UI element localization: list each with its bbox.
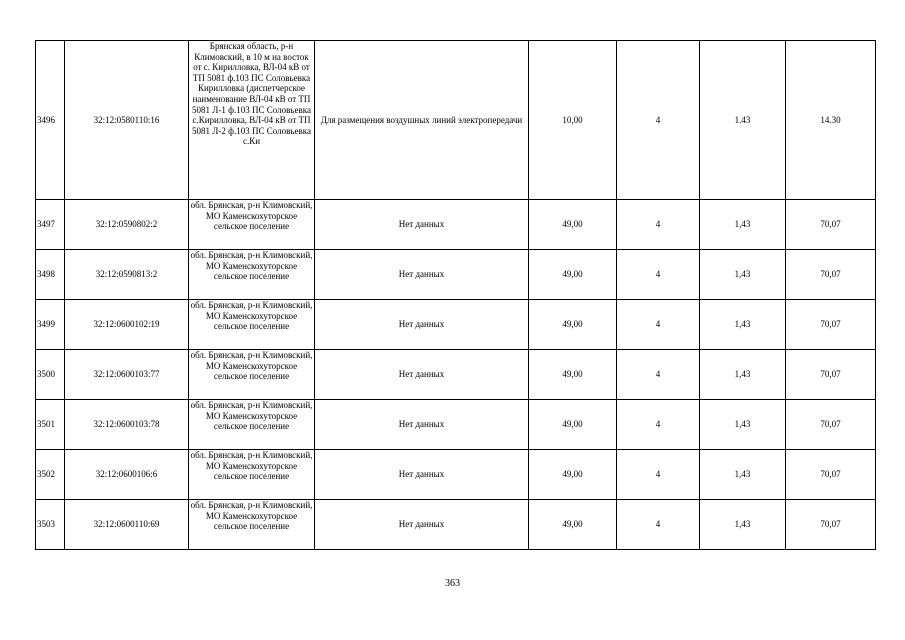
coefficient-cell: 1,43: [700, 300, 786, 350]
purpose-cell: Для размещения воздушных линий электропередачи: [315, 41, 529, 200]
table-row: [36, 400, 876, 450]
category-cell: 4: [617, 350, 700, 400]
amount-cell: 70,07: [786, 450, 876, 500]
cadastral-number-cell: 32:12:0600103:78: [65, 400, 189, 450]
address-cell: обл. Брянская, р-н Климовский, МО Каменскохуторское сельское поселение: [189, 200, 315, 250]
area-cell: 49,00: [529, 350, 617, 400]
row-number-cell: 3500: [36, 350, 65, 400]
table-row: [36, 350, 876, 400]
address-cell: Брянская область, р-н Климовский, в 10 м на восток от с. Кирилловка, ВЛ-04 кВ от ТП 5081 ф.103 ПС Соловьевка Кирилловка (диспетчерское наименование ВЛ-04 кВ от ТП 5081 Л-1 ф.103 ПС Соловьевка с.Кирилловка, ВЛ-04 кВ от ТП 5081 Л-2 ф.103 ПС Соловьевка с.Ки: [189, 41, 315, 200]
purpose-cell: Нет данных: [315, 200, 529, 250]
coefficient-cell: 1,43: [700, 400, 786, 450]
table-row: [36, 450, 876, 500]
table-row: [36, 200, 876, 250]
cadastral-number-cell: 32:12:0590813:2: [65, 250, 189, 300]
category-cell: 4: [617, 250, 700, 300]
coefficient-cell: 1,43: [700, 500, 786, 550]
row-number-cell: 3503: [36, 500, 65, 550]
page-number: 363: [445, 578, 460, 589]
purpose-cell: Нет данных: [315, 300, 529, 350]
coefficient-cell: 1,43: [700, 200, 786, 250]
coefficient-cell: 1,43: [700, 250, 786, 300]
category-cell: 4: [617, 400, 700, 450]
amount-cell: 70,07: [786, 500, 876, 550]
row-number-cell: 3501: [36, 400, 65, 450]
row-number-cell: 3499: [36, 300, 65, 350]
area-cell: 49,00: [529, 500, 617, 550]
coefficient-cell: 1,43: [700, 350, 786, 400]
row-number-cell: 3497: [36, 200, 65, 250]
table-row: [36, 250, 876, 300]
area-cell: 49,00: [529, 400, 617, 450]
address-cell: обл. Брянская, р-н Климовский, МО Каменскохуторское сельское поселение: [189, 250, 315, 300]
cadastral-number-cell: 32:12:0600110:69: [65, 500, 189, 550]
land-plots-table: [35, 40, 876, 550]
amount-cell: 70,07: [786, 250, 876, 300]
address-cell: обл. Брянская, р-н Климовский, МО Каменскохуторское сельское поселение: [189, 450, 315, 500]
category-cell: 4: [617, 200, 700, 250]
amount-cell: 70,07: [786, 400, 876, 450]
cadastral-number-cell: 32:12:0590802:2: [65, 200, 189, 250]
category-cell: 4: [617, 41, 700, 200]
category-cell: 4: [617, 500, 700, 550]
coefficient-cell: 1.43: [700, 41, 786, 200]
purpose-cell: Нет данных: [315, 350, 529, 400]
table-body: [36, 41, 876, 550]
amount-cell: 70,07: [786, 300, 876, 350]
area-cell: 49,00: [529, 300, 617, 350]
row-number-cell: 3502: [36, 450, 65, 500]
row-number-cell: 3498: [36, 250, 65, 300]
table-row: [36, 41, 876, 200]
cadastral-number-cell: 32:12:0600106:6: [65, 450, 189, 500]
area-cell: 10,00: [529, 41, 617, 200]
table-row: [36, 500, 876, 550]
address-cell: обл. Брянская, р-н Климовский, МО Каменскохуторское сельское поселение: [189, 400, 315, 450]
area-cell: 49,00: [529, 450, 617, 500]
row-number-cell: 3496: [36, 41, 65, 200]
address-cell: обл. Брянская, р-н Климовский, МО Каменскохуторское сельское поселение: [189, 500, 315, 550]
cadastral-number-cell: 32:12:0600102:19: [65, 300, 189, 350]
area-cell: 49,00: [529, 250, 617, 300]
area-cell: 49,00: [529, 200, 617, 250]
amount-cell: 14.30: [786, 41, 876, 200]
amount-cell: 70,07: [786, 350, 876, 400]
purpose-cell: Нет данных: [315, 400, 529, 450]
cadastral-number-cell: 32:12:0600103:77: [65, 350, 189, 400]
amount-cell: 70,07: [786, 200, 876, 250]
purpose-cell: Нет данных: [315, 500, 529, 550]
cadastral-number-cell: 32:12:0580110:16: [65, 41, 189, 200]
address-cell: обл. Брянская, р-н Климовский, МО Каменскохуторское сельское поселение: [189, 350, 315, 400]
category-cell: 4: [617, 300, 700, 350]
category-cell: 4: [617, 450, 700, 500]
purpose-cell: Нет данных: [315, 450, 529, 500]
table-row: [36, 300, 876, 350]
address-cell: обл. Брянская, р-н Климовский, МО Каменскохуторское сельское поселение: [189, 300, 315, 350]
purpose-cell: Нет данных: [315, 250, 529, 300]
coefficient-cell: 1,43: [700, 450, 786, 500]
